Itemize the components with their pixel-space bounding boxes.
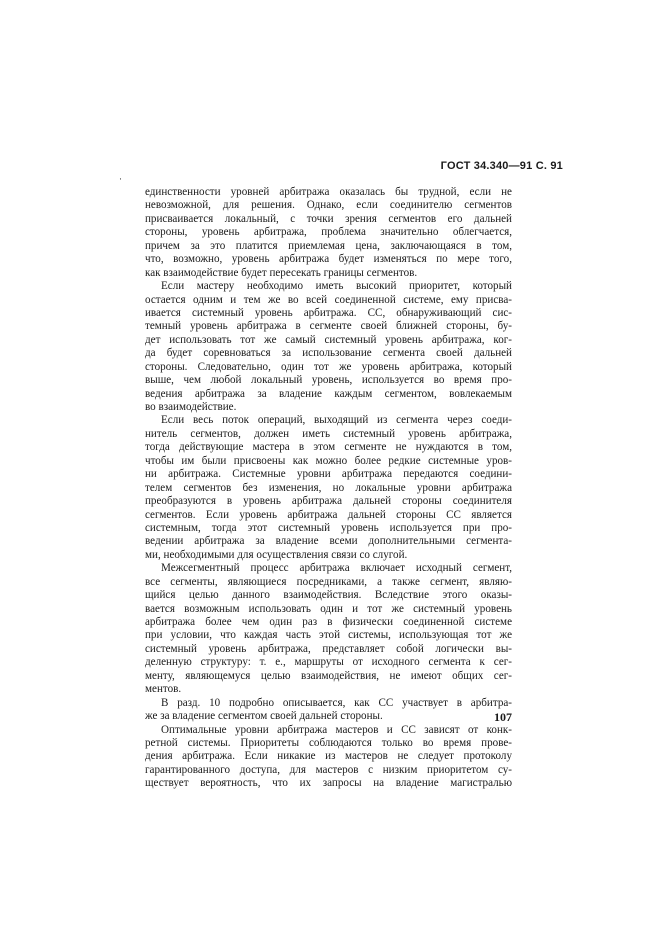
text-line: ществует вероятность, что их запросы на владение магистралью xyxy=(145,777,512,790)
text-line: дения арбитража. Если никакие из мастеров не следует протоколу xyxy=(145,750,512,763)
running-header: ГОСТ 34.340—91 С. 91 xyxy=(440,160,563,172)
text-line: стороны. Следовательно, один тот же уровень арбитража, который xyxy=(145,360,512,373)
text-line: вается возможным использовать один и тот же системный уровень xyxy=(145,602,512,615)
text-line: ментов. xyxy=(145,683,182,696)
text-line: гарантированного доступа, для мастеров с низким приоритетом су- xyxy=(145,763,512,776)
text-line: при условии, что каждая часть этой системы, использующая тот же xyxy=(145,629,512,642)
text-line: как взаимодействие будет пересекать границы сегментов. xyxy=(145,266,418,279)
text-line: сегментов. Если уровень арбитража дальней стороны СС является xyxy=(145,508,512,521)
text-line: да будет соревноваться за использование сегмента своей дальней xyxy=(145,347,512,360)
text-line: Межсегментный процесс арбитража включает исходный сегмент, xyxy=(161,562,512,575)
text-line: телем сегментов без изменения, но локальные уровни арбитража xyxy=(145,481,512,494)
text-line: все сегменты, являющиеся посредниками, а также сегмент, являю- xyxy=(145,575,512,588)
text-line: присваивается локальный, с точки зрения сегментов его дальней xyxy=(145,212,512,225)
text-line: что, возможно, уровень арбитража будет изменяться по мере того, xyxy=(145,253,512,266)
text-line: деленную структуру: т. е., маршруты от исходного сегмента к сег- xyxy=(145,656,512,669)
body-text xyxy=(145,186,512,791)
text-line: Оптимальные уровни арбитража мастеров и СС зависят от конк- xyxy=(161,723,512,736)
text-line: нитель сегментов, должен иметь системный уровень арбитража, xyxy=(145,427,512,440)
text-line: менту, являющемуся целью взаимодействия, не имеют общих сег- xyxy=(145,669,512,682)
text-line: ведении арбитража за владение всеми дополнительными сегмента- xyxy=(145,535,512,548)
text-line: единственности уровней арбитража оказалась бы трудной, если не xyxy=(145,186,512,198)
text-line: преобразуются в уровень арбитража дальней стороны соединителя xyxy=(145,495,512,508)
text-line: системным, тогда этот системный уровень используется при про- xyxy=(145,521,512,534)
text-line: арбитража более чем один раз в физически соединенной системе xyxy=(145,616,512,628)
text-line: Если весь поток операций, выходящий из сегмента через соеди- xyxy=(161,414,512,427)
text-line: ни арбитража. Системные уровни арбитража передаются соедини- xyxy=(145,468,512,481)
text-line: остается одним и тем же во всей соединенной системе, ему присва- xyxy=(145,293,512,306)
text-line: щийся целью данного взаимодействия. Вследствие этого оказы- xyxy=(145,589,512,602)
text-line: Если мастеру необходимо иметь высокий приоритет, который xyxy=(161,280,512,293)
text-line: дет использовать тот же самый системный уровень арбитража, ког- xyxy=(145,333,512,346)
text-line: ми, необходимыми для осуществления связи со слугой. xyxy=(145,548,408,561)
margin-mark: · xyxy=(119,174,122,184)
text-line: же за владение сегментом своей дальней стороны. xyxy=(145,710,383,723)
text-line: системный уровень арбитража, представляет собой логически вы- xyxy=(145,642,512,655)
text-line: выше, чем любой локальный уровень, используется во время про- xyxy=(145,374,512,387)
text-line: невозможной, для решения. Однако, если соединителю сегментов xyxy=(145,199,512,212)
text-line: причем за это платится приемлемая цена, заключающаяся в том, xyxy=(145,239,512,252)
text-line: чтобы им были присвоены как можно более редкие системные уров- xyxy=(145,454,512,467)
text-line: стороны, уровень арбитража, проблема значительно облегчается, xyxy=(145,226,512,239)
text-line: В разд. 10 подробно описывается, как СС участвует в арбитра- xyxy=(161,696,512,709)
text-line: ивается системный уровень арбитража. СС, обнаруживающий сис- xyxy=(145,306,512,319)
text-line: ведения арбитража за владение каждым сегментом, вовлекаемым xyxy=(145,387,512,400)
text-line: ретной системы. Приоритеты соблюдаются только во время прове- xyxy=(145,736,512,749)
text-line: во взаимодействие. xyxy=(145,401,237,413)
text-line: тогда действующие мастера в этом сегменте не нуждаются в том, xyxy=(145,441,512,454)
page-number: 107 xyxy=(494,710,512,724)
text-line: темный уровень арбитража в сегменте своей ближней стороны, бу- xyxy=(145,320,512,333)
